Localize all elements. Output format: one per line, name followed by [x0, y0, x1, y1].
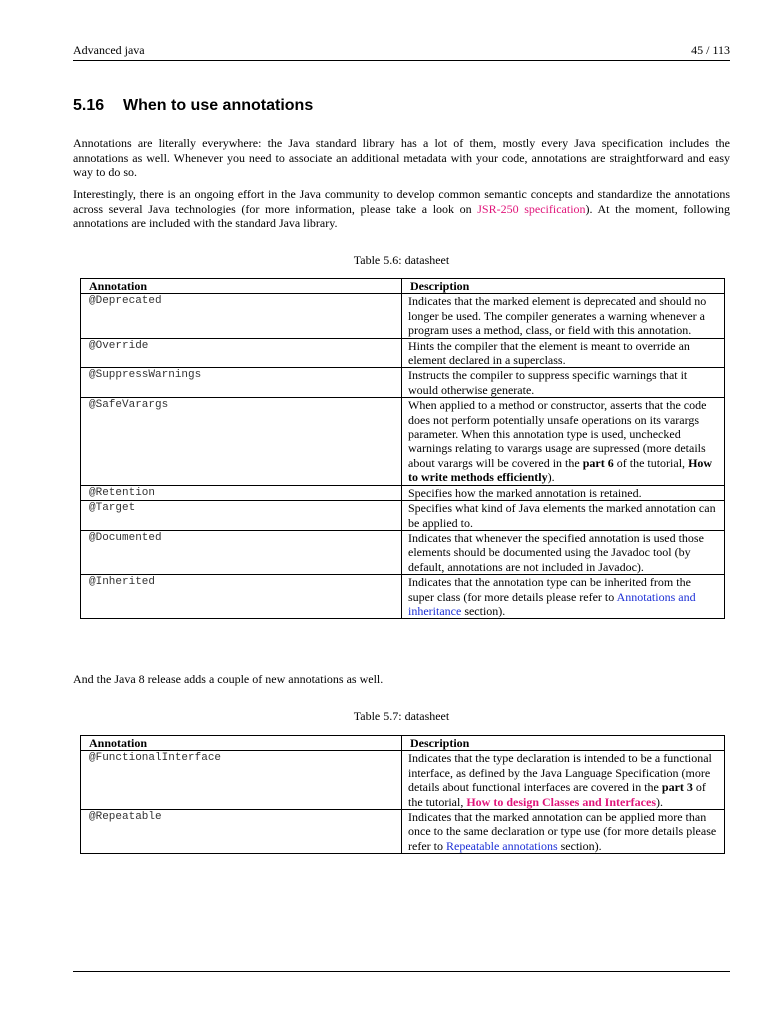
annotation-cell: @Documented: [81, 530, 402, 574]
table-row: [81, 575, 725, 619]
table-row: [81, 368, 725, 398]
annotation-cell: @FunctionalInterface: [81, 751, 402, 810]
table-row: [81, 485, 725, 500]
jsr-250-link[interactable]: JSR-250 specification: [477, 201, 586, 216]
annotation-cell: @Repeatable: [81, 810, 402, 854]
description-cell: Indicates that the marked element is deprecated and should no longer be used. The compiler generates a warning whenever a program uses a method, class, or field with this annotation.: [402, 294, 725, 338]
java8-annotations-table: [80, 735, 725, 854]
jsr-paragraph-text-2: ). At the moment, following annotations are included with the standard Java library.: [73, 201, 730, 230]
description-text: of the tutorial,: [408, 780, 706, 809]
jsr-paragraph: [73, 187, 730, 231]
annotation-cell: @SafeVarargs: [81, 398, 402, 485]
jsr-paragraph-text-1: Interestingly, there is an ongoing effort in the Java community to develop common semantic concepts and standardize the annotations across several Java technologies (for more information, please take a look on: [73, 187, 730, 216]
description-cell: Hints the compiler that the element is meant to override an element declared in a superclass.: [402, 338, 725, 368]
column-header-description: Description: [402, 279, 725, 294]
table-header-row: [81, 279, 725, 294]
table-row: [81, 751, 725, 810]
description-text: ).: [547, 470, 555, 485]
annotation-cell: @Override: [81, 338, 402, 368]
description-bold: part 6: [582, 455, 614, 470]
table-5-7-caption: Table 5.7: datasheet: [353, 709, 450, 723]
column-header-annotation: Annotation: [81, 736, 402, 751]
annotations-table: [80, 278, 725, 619]
description-cell: [402, 575, 725, 619]
description-text: section).: [461, 603, 506, 618]
table-row: [81, 338, 725, 368]
description-cell: Indicates that whenever the specified annotation is used those elements should be documented using the Javadoc tool (by default, annotations are not included in Javadoc).: [402, 530, 725, 574]
annotation-cell: @Retention: [81, 485, 402, 500]
table-row: [81, 501, 725, 531]
column-header-annotation: Annotation: [81, 279, 402, 294]
description-text: When applied to a method or constructor, asserts that the code does not perform potentially unsafe operations on its varargs parameter. When this annotation type is used, unchecked warnings relating to varargs usage are supressed (more details about varargs will be covered in the: [408, 398, 707, 470]
column-header-description: Description: [402, 736, 725, 751]
description-cell: Specifies how the marked annotation is retained.: [402, 485, 725, 500]
description-text: Indicates that the type declaration is intended to be a functional interface, as defined by the Java Language Specification (more details about functional interfaces are covered in the: [408, 751, 712, 795]
page-number: 45 / 113: [691, 43, 730, 57]
description-bold: How to write methods efficiently: [408, 455, 713, 485]
description-text: section).: [557, 838, 602, 853]
table-row: [81, 294, 725, 338]
section-number: 5.16: [73, 97, 105, 114]
table-header-row: [81, 736, 725, 751]
description-cell: [402, 398, 725, 485]
table-row: [81, 530, 725, 574]
description-cell: [402, 751, 725, 810]
section-heading: [73, 97, 313, 115]
section-title: When to use annotations: [123, 97, 314, 114]
description-text: Indicates that the marked annotation can be applied more than once to the same declaration or type use (for more details please refer to: [408, 810, 717, 853]
annotation-cell: @Target: [81, 501, 402, 531]
description-bold: part 3: [661, 780, 693, 795]
annotations-inheritance-link[interactable]: Annotations and inheritance: [408, 589, 696, 618]
document-title: Advanced java: [73, 43, 145, 57]
description-text: Indicates that the annotation type can be inherited from the super class (for more details please refer to: [408, 575, 691, 604]
table-row: [81, 810, 725, 854]
table-row: [81, 398, 725, 485]
intro-paragraph: Annotations are literally everywhere: the Java standard library has a lot of them, mostly every Java specification includes the annotations as well. Whenever you need to associate an additional metadata with your code, annotations are straightforward and easy way to do so.: [73, 136, 730, 179]
footer-rule: [73, 971, 730, 972]
repeatable-annotations-link[interactable]: Repeatable annotations: [445, 838, 558, 853]
annotation-cell: @Inherited: [81, 575, 402, 619]
description-cell: [402, 810, 725, 854]
description-text: of the tutorial,: [613, 455, 689, 470]
design-classes-link[interactable]: How to design Classes and Interfaces: [466, 794, 656, 809]
java8-paragraph: And the Java 8 release adds a couple of new annotations as well.: [73, 672, 384, 686]
description-text: ).: [656, 794, 663, 809]
annotation-cell: @Deprecated: [81, 294, 402, 338]
description-cell: Instructs the compiler to suppress specific warnings that it would otherwise generate.: [402, 368, 725, 398]
table-5-6-caption: Table 5.6: datasheet: [353, 253, 450, 267]
description-cell: Specifies what kind of Java elements the marked annotation can be applied to.: [402, 501, 725, 531]
running-header: [73, 43, 730, 61]
annotation-cell: @SuppressWarnings: [81, 368, 402, 398]
